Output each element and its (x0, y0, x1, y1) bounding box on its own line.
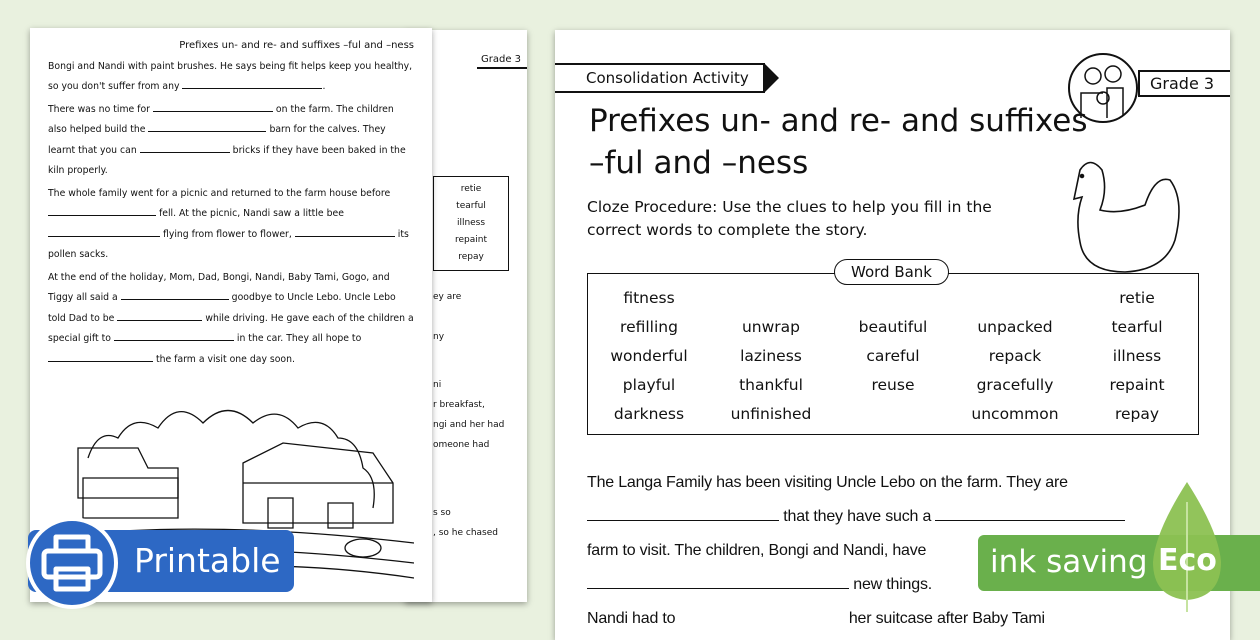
text-fragment: , so he chased (433, 528, 498, 538)
printer-icon (40, 533, 104, 593)
text-fragment: ni (433, 380, 442, 390)
word-bank-word: unwrap (741, 318, 801, 336)
activity-label: Consolidation Activity (555, 63, 765, 93)
text-fragment: omeone had (433, 440, 490, 450)
eco-label: Eco (1158, 543, 1217, 578)
word-bank-word: playful (622, 376, 676, 394)
text-fragment: s so (433, 508, 451, 518)
printer-badge-circle (26, 517, 118, 609)
back-worksheet-page (30, 28, 432, 602)
grade-label: Grade 3 (1138, 70, 1230, 97)
word: repaint (454, 235, 487, 245)
word-bank-word: illness (1112, 347, 1162, 365)
word-bank-word: unpacked (977, 318, 1053, 336)
word-bank-word: refilling (620, 318, 678, 336)
page-title: Prefixes un- and re- and suffixes –ful and –ness (179, 40, 414, 51)
word-bank-word: unfinished (730, 405, 812, 423)
paragraph: There was no time for on the farm. The children also helped build the barn for the calves. They learnt that you can bricks if they have been baked in the kiln properly. (48, 103, 406, 176)
text-fragment: ny (433, 332, 445, 342)
word-bank-title: Word Bank (834, 259, 949, 285)
word-bank-word: repay (1114, 405, 1160, 423)
ink-saving-badge: ink saving (978, 535, 1260, 591)
paragraph: At the end of the holiday, Mom, Dad, Bongi, Nandi, Baby Tami, Gogo, and Tiggy all said a goodbye to Uncle Lebo. Uncle Lebo told Dad to be while driving. He gave each of the children a special gift to in the car. They all hope to the farm a visit one day soon. (48, 271, 414, 365)
hen-illustration (1060, 150, 1185, 275)
word: illness (456, 218, 486, 228)
word-bank-word: wonderful (610, 347, 688, 365)
word-bank-word (832, 400, 954, 429)
word-bank-word: repaint (1109, 376, 1165, 394)
word-bank-word: fitness (623, 289, 675, 307)
word-bank-fragment (433, 176, 509, 271)
word-bank-word: careful (866, 347, 920, 365)
word-bank-word (832, 284, 954, 313)
paragraph: The whole family went for a picnic and returned to the farm house before fell. At the picnic, Nandi saw a little bee flying from flower to flower, its pollen sacks. (48, 187, 409, 260)
page-title: Prefixes un- and re- and suffixes –ful and –ness (589, 103, 1088, 181)
word-bank-word: repack (988, 347, 1042, 365)
word-bank-word: tearful (1111, 318, 1163, 336)
text-fragment: ngi and her had (433, 420, 505, 430)
word-bank-word: uncommon (971, 405, 1059, 423)
word-bank-word: darkness (613, 405, 685, 423)
grade-label: Grade 3 (477, 52, 527, 69)
word-bank-word: beautiful (858, 318, 928, 336)
word: tearful (456, 201, 486, 211)
word: retie (460, 184, 482, 194)
printable-badge: Printable (28, 530, 294, 592)
word-bank-word: laziness (740, 347, 802, 365)
word-bank-word: thankful (739, 376, 803, 394)
story-text: The Langa Family has been visiting Uncle Lebo on the farm. They are that they have such a farm to visit. The children, Bongi and Nandi, have new things. Nandi had to her suitcase after Baby Tami (587, 466, 1207, 636)
text-fragment: ey are (433, 292, 462, 302)
word-bank-word: retie (1119, 289, 1155, 307)
instructions: Cloze Procedure: Use the clues to help you fill in the correct words to complete the story. (587, 198, 992, 239)
word-bank-word: gracefully (976, 376, 1054, 394)
word-bank-word (954, 284, 1076, 313)
word-bank (587, 263, 1199, 435)
word-bank-word (710, 284, 832, 313)
text-fragment: r breakfast, (433, 400, 485, 410)
word-bank-word: reuse (871, 376, 915, 394)
paragraph: Bongi and Nandi with paint brushes. He says being fit helps keep you healthy, so you don't suffer from any . (48, 60, 413, 92)
word: repay (458, 252, 484, 262)
